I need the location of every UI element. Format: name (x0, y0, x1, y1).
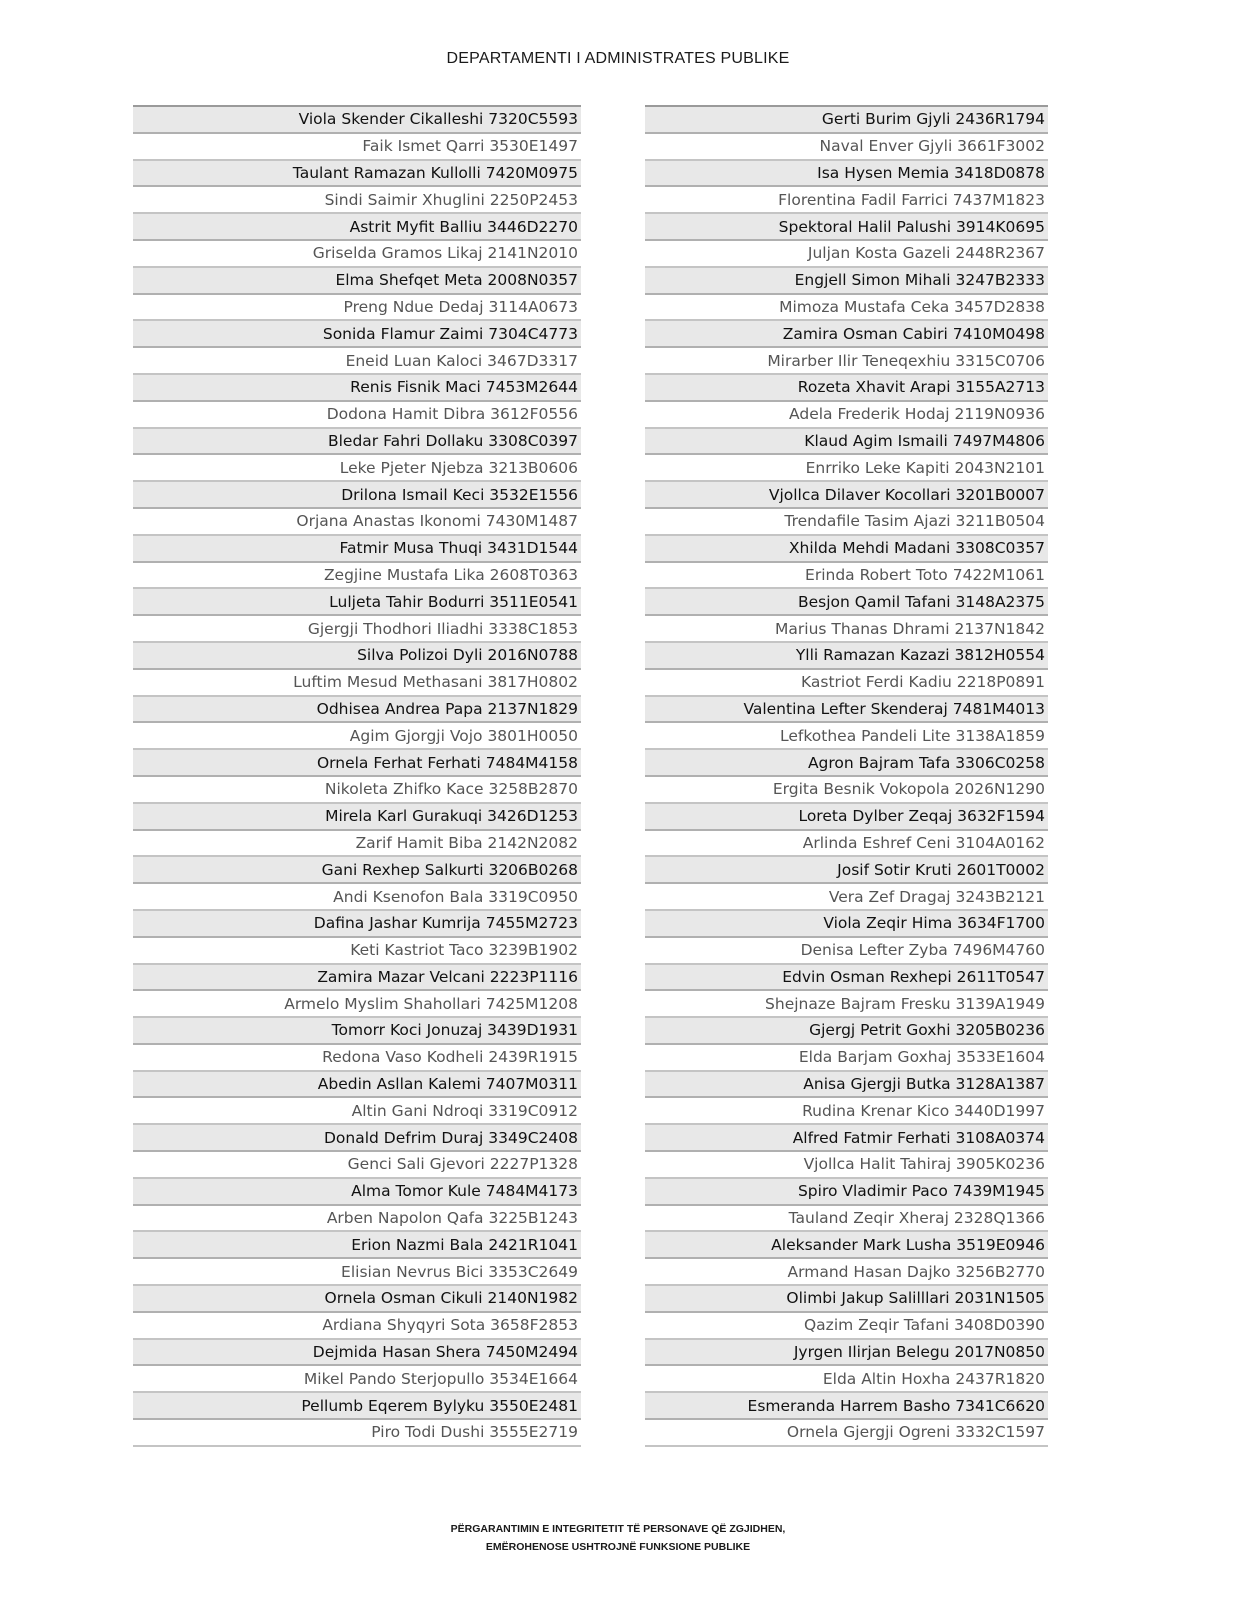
name-row: Keti Kastriot Taco 3239B1902 (133, 938, 581, 965)
name-row: Ergita Besnik Vokopola 2026N1290 (645, 777, 1048, 804)
name-row: Jyrgen Ilirjan Belegu 2017N0850 (645, 1340, 1048, 1367)
name-row: Enrriko Leke Kapiti 2043N2101 (645, 455, 1048, 482)
name-row: Erinda Robert Toto 7422M1061 (645, 563, 1048, 590)
name-row: Gerti Burim Gjyli 2436R1794 (645, 107, 1048, 134)
name-row: Sonida Flamur Zaimi 7304C4773 (133, 321, 581, 348)
name-row: Isa Hysen Memia 3418D0878 (645, 161, 1048, 188)
name-row: Astrit Myfit Balliu 3446D2270 (133, 214, 581, 241)
name-row: Ardiana Shyqyri Sota 3658F2853 (133, 1313, 581, 1340)
name-row: Donald Defrim Duraj 3349C2408 (133, 1125, 581, 1152)
name-row: Andi Ksenofon Bala 3319C0950 (133, 884, 581, 911)
name-row: Tauland Zeqir Xheraj 2328Q1366 (645, 1206, 1048, 1233)
name-row: Shejnaze Bajram Fresku 3139A1949 (645, 991, 1048, 1018)
name-row: Gani Rexhep Salkurti 3206B0268 (133, 857, 581, 884)
name-row: Qazim Zeqir Tafani 3408D0390 (645, 1313, 1048, 1340)
name-row: Dafina Jashar Kumrija 7455M2723 (133, 911, 581, 938)
name-row: Zamira Mazar Velcani 2223P1116 (133, 965, 581, 992)
name-row: Viola Zeqir Hima 3634F1700 (645, 911, 1048, 938)
name-row: Olimbi Jakup Salilllari 2031N1505 (645, 1286, 1048, 1313)
name-row: Mikel Pando Sterjopullo 3534E1664 (133, 1366, 581, 1393)
name-row: Elda Barjam Goxhaj 3533E1604 (645, 1045, 1048, 1072)
name-row: Mirela Karl Gurakuqi 3426D1253 (133, 804, 581, 831)
name-row: Zegjine Mustafa Lika 2608T0363 (133, 563, 581, 590)
name-row: Preng Ndue Dedaj 3114A0673 (133, 295, 581, 322)
name-row: Tomorr Koci Jonuzaj 3439D1931 (133, 1018, 581, 1045)
name-row: Abedin Asllan Kalemi 7407M0311 (133, 1072, 581, 1099)
name-row: Bledar Fahri Dollaku 3308C0397 (133, 429, 581, 456)
name-row: Valentina Lefter Skenderaj 7481M4013 (645, 697, 1048, 724)
name-row: Faik Ismet Qarri 3530E1497 (133, 134, 581, 161)
name-row: Elma Shefqet Meta 2008N0357 (133, 268, 581, 295)
name-row: Luljeta Tahir Bodurri 3511E0541 (133, 589, 581, 616)
name-row: Marius Thanas Dhrami 2137N1842 (645, 616, 1048, 643)
name-row: Griselda Gramos Likaj 2141N2010 (133, 241, 581, 268)
name-row: Genci Sali Gjevori 2227P1328 (133, 1152, 581, 1179)
name-row: Arlinda Eshref Ceni 3104A0162 (645, 831, 1048, 858)
page-title: DEPARTAMENTI I ADMINISTRATES PUBLIKE (446, 50, 790, 67)
name-row: Esmeranda Harrem Basho 7341C6620 (645, 1393, 1048, 1420)
right-name-column (645, 105, 1048, 1447)
name-row: Rudina Krenar Kico 3440D1997 (645, 1098, 1048, 1125)
name-row: Xhilda Mehdi Madani 3308C0357 (645, 536, 1048, 563)
name-row: Juljan Kosta Gazeli 2448R2367 (645, 241, 1048, 268)
name-row: Edvin Osman Rexhepi 2611T0547 (645, 965, 1048, 992)
name-row: Zarif Hamit Biba 2142N2082 (133, 831, 581, 858)
name-row: Engjell Simon Mihali 3247B2333 (645, 268, 1048, 295)
name-row: Ornela Gjergji Ogreni 3332C1597 (645, 1420, 1048, 1447)
name-row: Mirarber Ilir Teneqexhiu 3315C0706 (645, 348, 1048, 375)
name-row: Nikoleta Zhifko Kace 3258B2870 (133, 777, 581, 804)
name-row: Agim Gjorgji Vojo 3801H0050 (133, 723, 581, 750)
name-row: Armand Hasan Dajko 3256B2770 (645, 1259, 1048, 1286)
name-row: Orjana Anastas Ikonomi 7430M1487 (133, 509, 581, 536)
name-row: Spiro Vladimir Paco 7439M1945 (645, 1179, 1048, 1206)
name-row: Odhisea Andrea Papa 2137N1829 (133, 697, 581, 724)
name-row: Dodona Hamit Dibra 3612F0556 (133, 402, 581, 429)
name-row: Klaud Agim Ismaili 7497M4806 (645, 429, 1048, 456)
name-row: Vjollca Halit Tahiraj 3905K0236 (645, 1152, 1048, 1179)
name-row: Alfred Fatmir Ferhati 3108A0374 (645, 1125, 1048, 1152)
name-row: Arben Napolon Qafa 3225B1243 (133, 1206, 581, 1233)
name-row: Dejmida Hasan Shera 7450M2494 (133, 1340, 581, 1367)
name-row: Gjergj Petrit Goxhi 3205B0236 (645, 1018, 1048, 1045)
name-row: Armelo Myslim Shahollari 7425M1208 (133, 991, 581, 1018)
name-row: Aleksander Mark Lusha 3519E0946 (645, 1232, 1048, 1259)
name-row: Kastriot Ferdi Kadiu 2218P0891 (645, 670, 1048, 697)
name-row: Viola Skender Cikalleshi 7320C5593 (133, 107, 581, 134)
name-row: Vjollca Dilaver Kocollari 3201B0007 (645, 482, 1048, 509)
name-row: Zamira Osman Cabiri 7410M0498 (645, 321, 1048, 348)
name-row: Luftim Mesud Methasani 3817H0802 (133, 670, 581, 697)
name-row: Sindi Saimir Xhuglini 2250P2453 (133, 187, 581, 214)
name-row: Naval Enver Gjyli 3661F3002 (645, 134, 1048, 161)
name-row: Denisa Lefter Zyba 7496M4760 (645, 938, 1048, 965)
name-row: Lefkothea Pandeli Lite 3138A1859 (645, 723, 1048, 750)
name-row: Agron Bajram Tafa 3306C0258 (645, 750, 1048, 777)
name-row: Mimoza Mustafa Ceka 3457D2838 (645, 295, 1048, 322)
name-row: Ylli Ramazan Kazazi 3812H0554 (645, 643, 1048, 670)
name-row: Alma Tomor Kule 7484M4173 (133, 1179, 581, 1206)
name-row: Loreta Dylber Zeqaj 3632F1594 (645, 804, 1048, 831)
name-row: Adela Frederik Hodaj 2119N0936 (645, 402, 1048, 429)
left-name-column (133, 105, 581, 1447)
name-row: Erion Nazmi Bala 2421R1041 (133, 1232, 581, 1259)
name-row: Florentina Fadil Farrici 7437M1823 (645, 187, 1048, 214)
name-row: Vera Zef Dragaj 3243B2121 (645, 884, 1048, 911)
name-row: Rozeta Xhavit Arapi 3155A2713 (645, 375, 1048, 402)
name-row: Drilona Ismail Keci 3532E1556 (133, 482, 581, 509)
name-row: Fatmir Musa Thuqi 3431D1544 (133, 536, 581, 563)
name-row: Altin Gani Ndroqi 3319C0912 (133, 1098, 581, 1125)
name-row: Leke Pjeter Njebza 3213B0606 (133, 455, 581, 482)
name-row: Trendafile Tasim Ajazi 3211B0504 (645, 509, 1048, 536)
footer-line-2: EMËROHENOSE USHTROJNË FUNKSIONE PUBLIKE (485, 1541, 751, 1553)
name-row: Spektoral Halil Palushi 3914K0695 (645, 214, 1048, 241)
name-row: Taulant Ramazan Kullolli 7420M0975 (133, 161, 581, 188)
name-row: Redona Vaso Kodheli 2439R1915 (133, 1045, 581, 1072)
name-row: Silva Polizoi Dyli 2016N0788 (133, 643, 581, 670)
name-row: Piro Todi Dushi 3555E2719 (133, 1420, 581, 1447)
name-row: Renis Fisnik Maci 7453M2644 (133, 375, 581, 402)
name-row: Gjergji Thodhori Iliadhi 3338C1853 (133, 616, 581, 643)
name-row: Josif Sotir Kruti 2601T0002 (645, 857, 1048, 884)
name-row: Ornela Ferhat Ferhati 7484M4158 (133, 750, 581, 777)
name-row: Elda Altin Hoxha 2437R1820 (645, 1366, 1048, 1393)
name-row: Pellumb Eqerem Bylyku 3550E2481 (133, 1393, 581, 1420)
page-footer (0, 1520, 1236, 1556)
name-row: Eneid Luan Kaloci 3467D3317 (133, 348, 581, 375)
name-row: Ornela Osman Cikuli 2140N1982 (133, 1286, 581, 1313)
name-row: Anisa Gjergji Butka 3128A1387 (645, 1072, 1048, 1099)
name-row: Elisian Nevrus Bici 3353C2649 (133, 1259, 581, 1286)
footer-line-1: PËRGARANTIMIN E INTEGRITETIT TË PERSONAVE QË ZGJIDHEN, (450, 1523, 786, 1535)
name-row: Besjon Qamil Tafani 3148A2375 (645, 589, 1048, 616)
